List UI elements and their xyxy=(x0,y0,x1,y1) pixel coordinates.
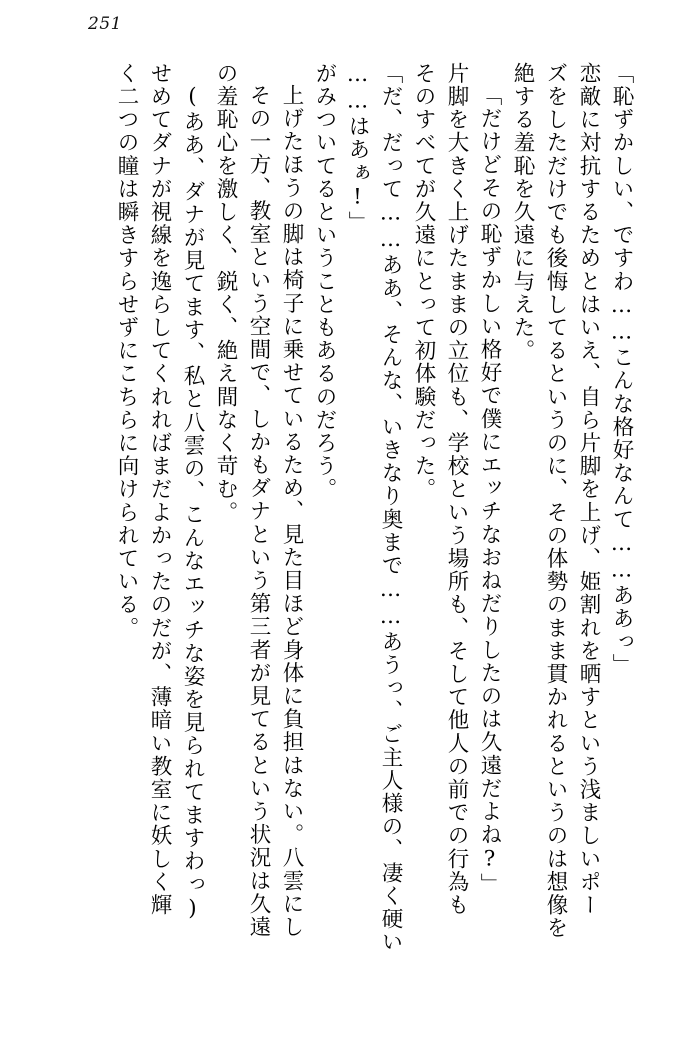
text-line: 片脚を大きく上げたままの立位も、学校という場所も、そして他人の前での行為も xyxy=(444,62,469,917)
text-line: がみついてるということもあるのだろう。 xyxy=(312,62,337,501)
text-line: 絶する羞恥を久遠に与えた。 xyxy=(510,62,535,363)
text-line: 「恥ずかしい、ですわ……こんな格好なんて……ああっ」 xyxy=(609,62,634,677)
text-line: 「だけどその恥ずかしい格好で僕にエッチなおねだりしたのは久遠だよね?」 xyxy=(477,84,502,896)
text-line: 上げたほうの脚は椅子に乗せているため、見た目ほど身体に負担はない。八雲にし xyxy=(279,84,304,939)
text-line: ズをしただけでも後悔してるというのに、その体勢のまま貫かれるというのは想像を xyxy=(543,62,568,940)
text-line: せめてダナが視線を逸らしてくれればまだよかったのだが、薄暗い教室に妖しく輝 xyxy=(147,62,172,917)
text-line: の羞恥心を激しく、鋭く、絶え間なく苛む。 xyxy=(213,62,238,524)
page-number: 251 xyxy=(88,14,122,34)
text-line: (ああ、ダナが見てます、私と八雲の、こんなエッチな姿を見られてますわっ) xyxy=(180,84,205,923)
text-line: 恋敵に対抗するためとはいえ、自ら片脚を上げ、姫割れを晒すという浅ましいポー xyxy=(576,62,601,917)
text-line: ……はあぁ!」 xyxy=(345,62,370,235)
text-line: その一方、教室という空間で、しかもダナという第三者が見てるという状況は久遠 xyxy=(246,84,271,939)
page-text-body xyxy=(58,62,632,1037)
text-line: 「だ、だって……ああ、そんな、いきなり奥まで……あうっ、ご主人様の、凄く硬い xyxy=(378,62,403,954)
text-line: く二つの瞳は瞬きすらせずにこちらに向けられている。 xyxy=(114,62,139,640)
text-line: そのすべてが久遠にとって初体験だった。 xyxy=(411,62,436,501)
